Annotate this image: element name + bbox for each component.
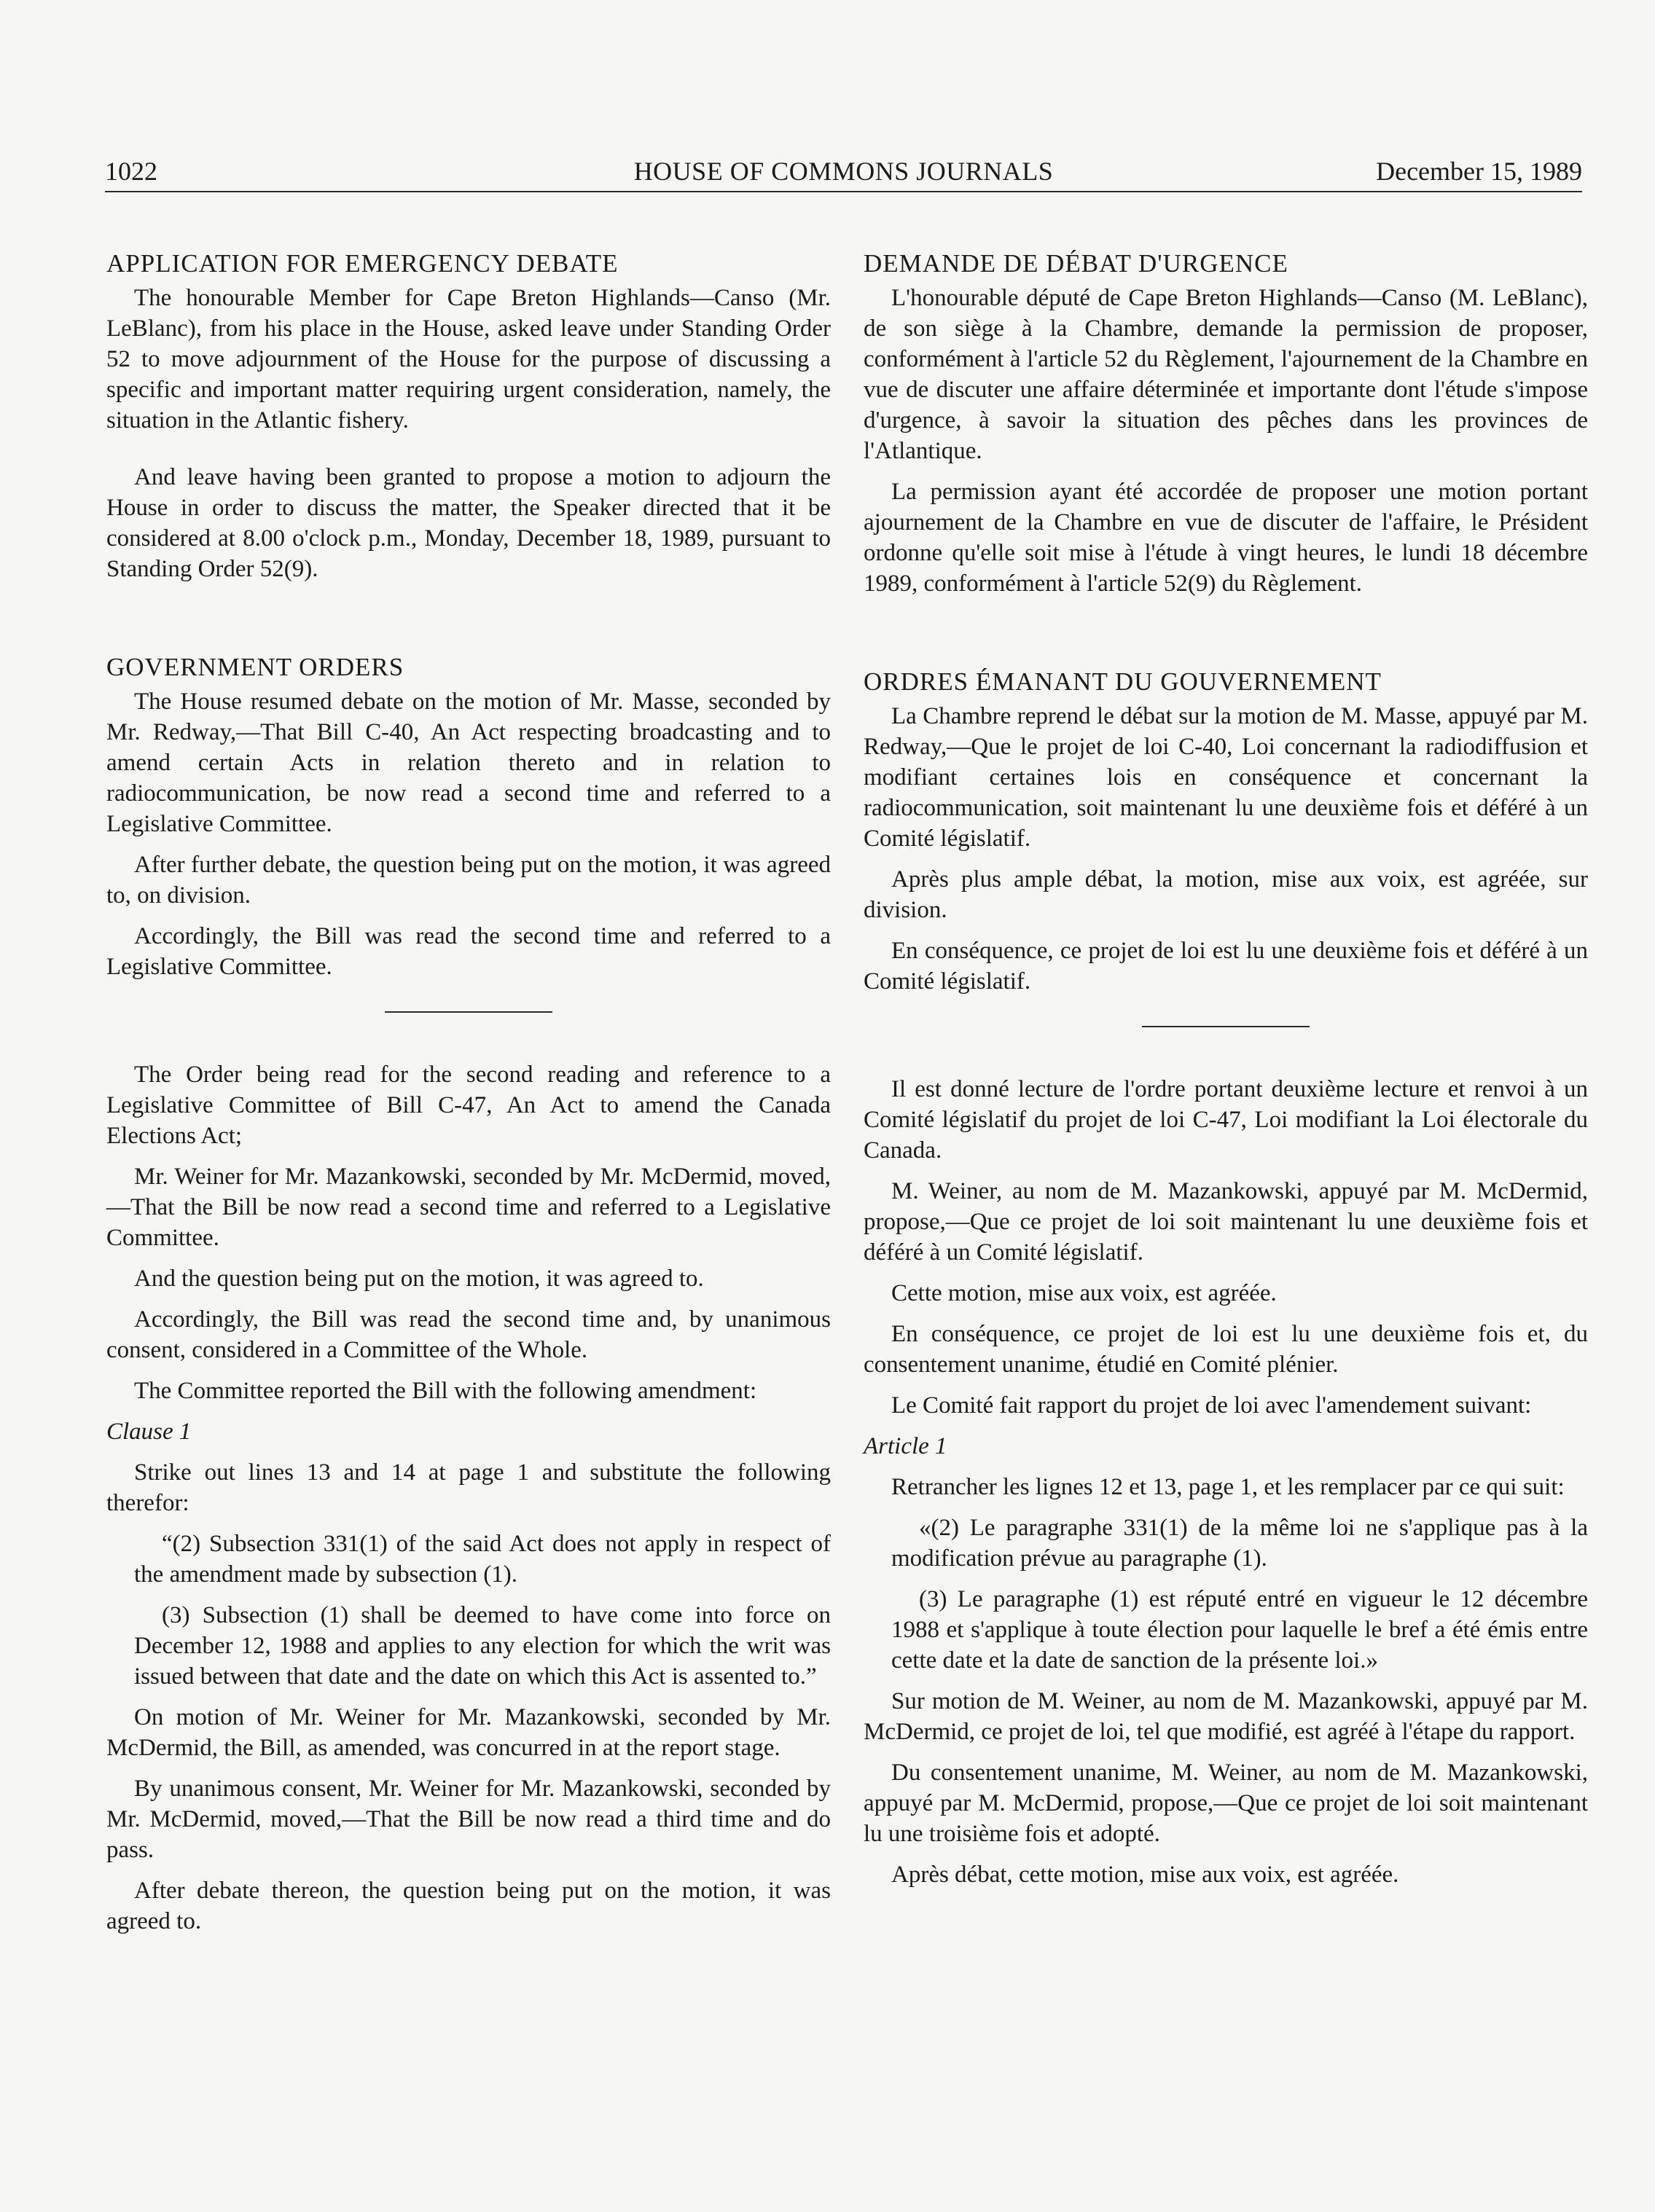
page-date: December 15, 1989 [1376,157,1582,186]
clause-label: Clause 1 [106,1419,192,1445]
bill-c40-agreed-paragraph: After further debate, the question being put on the motion, it was agreed to, on division. [106,852,831,909]
journal-title: HOUSE OF COMMONS JOURNALS [633,157,1054,186]
amendment-quote-subsection-2-fr: «(2) Le paragraphe 331(1) de la même loi ne s'applique pas à la modification prévue au paragraphe (1). [891,1515,1588,1572]
third-reading-motion-paragraph-fr: Du consentement unanime, M. Weiner, au nom de M. Mazankowski, appuyé par M. McDermid, propose,—Que ce projet de loi soit maintenant lu une troisième fois et adopté. [864,1760,1588,1847]
amendment-instruction-paragraph-fr: Retrancher les lignes 12 et 13, page 1, et les remplacer par ce qui suit: [891,1474,1565,1500]
amendment-quote-subsection-3: (3) Subsection (1) shall be deemed to have come into force on December 12, 1988 and applies to any election for which the writ was issued between that date and the date on which this Act is assented to.” [134,1602,831,1690]
government-orders-heading-fr: ORDRES ÉMANANT DU GOUVERNEMENT [864,667,1382,696]
bill-c47-committee-paragraph-fr: En conséquence, ce projet de loi est lu une deuxième fois et, du consentement unanime, étudié en Comité plénier. [864,1321,1588,1378]
bill-c40-agreed-paragraph-fr: Après plus ample débat, la motion, mise aux voix, est agréée, sur division. [864,866,1588,923]
bill-c47-report-paragraph-fr: Le Comité fait rapport du projet de loi avec l'amendement suivant: [891,1392,1532,1419]
bill-c40-referred-paragraph: Accordingly, the Bill was read the second time and referred to a Legislative Committee. [106,923,831,980]
bill-c40-debate-paragraph-fr: La Chambre reprend le débat sur la motion de M. Masse, appuyé par M. Redway,—Que le projet de loi C-40, Loi concernant la radiodiffusion et modifiant certaines lois en conséquence et concernant la radiocommunication, soit maintenant lu une deuxième fois et déféré à un Comité législatif. [864,703,1588,852]
clause-label-fr: Article 1 [864,1433,947,1459]
emergency-debate-request-paragraph-fr: L'honourable député de Cape Breton Highlands—Canso (M. LeBlanc), de son siège à la Chambre, demande la permission de proposer, conformément à l'article 52 du Règlement, l'ajournement de la Chambre en vue de discuter une affaire déterminée et importante dont l'étude s'impose d'urgence, à savoir la situation des pêches dans les provinces de l'Atlantique. [864,285,1588,464]
bill-c47-agreed-paragraph-fr: Cette motion, mise aux voix, est agréée. [891,1280,1277,1306]
bill-c47-report-paragraph: The Committee reported the Bill with the following amendment: [134,1378,757,1404]
bill-c47-motion-paragraph: Mr. Weiner for Mr. Mazankowski, seconded by Mr. McDermid, moved,—That the Bill be now read a second time and referred to a Legislative Committee. [106,1164,831,1251]
bill-c47-motion-paragraph-fr: M. Weiner, au nom de M. Mazankowski, appuyé par M. McDermid, propose,—Que ce projet de loi soit maintenant lu une deuxième fois et déféré à un Comité législatif. [864,1178,1588,1266]
third-reading-motion-paragraph: By unanimous consent, Mr. Weiner for Mr. Mazankowski, seconded by Mr. McDermid, moved,—That the Bill be now read a third time and do pass. [106,1776,831,1863]
bill-c47-order-paragraph: The Order being read for the second reading and reference to a Legislative Committee of Bill C-47, An Act to amend the Canada Elections Act; [106,1062,831,1149]
report-stage-paragraph: On motion of Mr. Weiner for Mr. Mazankowski, seconded by Mr. McDermid, the Bill, as amended, was concurred in at the report stage. [106,1704,831,1761]
third-reading-agreed-paragraph: After debate thereon, the question being put on the motion, it was agreed to. [106,1878,831,1934]
emergency-debate-granted-paragraph: And leave having been granted to propose a motion to adjourn the House in order to discuss the matter, the Speaker directed that it be considered at 8.00 o'clock p.m., Monday, December 18, 1989, pursuant to Standing Order 52(9). [106,464,831,582]
page-number: 1022 [105,157,157,186]
third-reading-agreed-paragraph-fr: Après débat, cette motion, mise aux voix, est agréée. [891,1862,1399,1888]
emergency-debate-heading-fr: DEMANDE DE DÉBAT D'URGENCE [864,249,1288,278]
bill-c47-order-paragraph-fr: Il est donné lecture de l'ordre portant deuxième lecture et renvoi à un Comité législatif du projet de loi C-47, Loi modifiant la Loi électorale du Canada. [864,1076,1588,1164]
french-column [864,248,1588,1900]
report-stage-paragraph-fr: Sur motion de M. Weiner, au nom de M. Mazankowski, appuyé par M. McDermid, ce projet de loi, tel que modifié, est agréé à l'étape du rapport. [864,1688,1588,1745]
bill-c47-committee-paragraph: Accordingly, the Bill was read the second time and, by unanimous consent, considered in a Committee of the Whole. [106,1306,831,1363]
section-divider [385,1011,552,1013]
amendment-quote-subsection-2: “(2) Subsection 331(1) of the said Act does not apply in respect of the amendment made by subsection (1). [134,1531,831,1588]
section-divider-fr [1142,1026,1310,1027]
page-header [105,152,1582,192]
amendment-quote-subsection-3-fr: (3) Le paragraphe (1) est réputé entré en vigueur le 12 décembre 1988 et s'applique à toute élection pour laquelle le bref a été émis entre cette date et la date de sanction de la présente loi.» [891,1586,1588,1674]
emergency-debate-granted-paragraph-fr: La permission ayant été accordée de proposer une motion portant ajournement de la Chambre en vue de discuter de l'affaire, le Président ordonne qu'elle soit mise à l'étude à vingt heures, le lundi 18 décembre 1989, conformément à l'article 52(9) du Règlement. [864,479,1588,597]
amendment-instruction-paragraph: Strike out lines 13 and 14 at page 1 and substitute the following therefor: [106,1459,831,1516]
emergency-debate-heading: APPLICATION FOR EMERGENCY DEBATE [106,249,619,278]
bill-c40-debate-paragraph: The House resumed debate on the motion of Mr. Masse, seconded by Mr. Redway,—That Bill C-40, An Act respecting broadcasting and to amend certain Acts in relation thereto and in relation to radiocommunication, be now read a second time and referred to a Legislative Committee. [106,689,831,837]
bill-c47-agreed-paragraph: And the question being put on the motion, it was agreed to. [134,1266,704,1292]
bill-c40-referred-paragraph-fr: En conséquence, ce projet de loi est lu une deuxième fois et déféré à un Comité législatif. [864,938,1588,995]
government-orders-heading: GOVERNMENT ORDERS [106,653,404,681]
emergency-debate-request-paragraph: The honourable Member for Cape Breton Highlands—Canso (Mr. LeBlanc), from his place in the House, asked leave under Standing Order 52 to move adjournment of the House for the purpose of discussing a specific and important matter requiring urgent consideration, namely, the situation in the Atlantic fishery. [106,285,831,434]
english-column [106,248,831,1947]
